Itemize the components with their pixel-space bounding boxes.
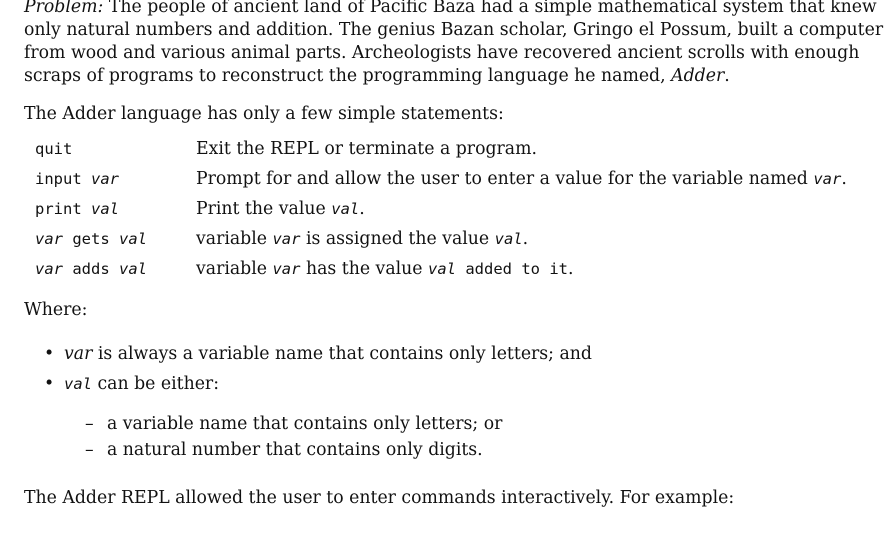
statement-row [35,254,895,284]
syntax-placeholder: val [119,229,147,248]
var-description: is always a variable name that contains only letters; and [92,344,592,364]
syntax-keyword: gets [63,229,119,248]
syntax-placeholder: val [91,199,119,218]
description-text: . [522,228,529,249]
description-text: . [567,258,574,279]
syntax-placeholder: var [35,259,63,278]
intro-period: . [724,66,730,86]
repl-intro: The Adder REPL allowed the user to enter commands interactively. For example: [24,488,735,508]
dash-icon: – [85,414,94,434]
description-text: Print the value [196,198,332,219]
description-text: . [359,198,365,219]
sub-list-item [24,439,884,465]
adder-name: Adder [671,66,725,86]
description-text: is assigned the value [300,228,495,249]
statement-syntax [35,138,196,161]
var-term: var [64,344,93,364]
statement-row [35,164,895,194]
statement-syntax [35,198,196,221]
syntax-placeholder: val [119,259,147,278]
statement-description [196,228,528,251]
description-code: val [494,229,523,248]
val-sublist [24,413,884,465]
syntax-keyword: input [35,169,91,188]
description-text: variable [196,258,273,279]
intro-text: The people of ancient land of Pacific Baza had a simple mathematical system that knew only natural numbers and addition. The genius Bazan scholar, Gringo el Possum, built a computer from wood and various animal parts. Archeologists have recovered ancient scrolls with enough scraps of programs to reconstruct the programming language he named, [24,0,884,86]
statement-row [35,194,895,224]
statement-description [196,258,573,281]
statement-description [196,138,537,161]
description-text: Prompt for and allow the user to enter a value for the variable named [196,168,814,189]
description-code: var [272,259,301,278]
list-item-var [24,343,884,373]
dash-icon: – [85,440,94,460]
intro-paragraph [24,0,884,88]
statement-syntax [35,258,196,281]
statements-intro: The Adder language has only a few simple statements: [24,104,504,124]
sub-item-text: a variable name that contains only letters; or [107,414,503,434]
sub-item-text: a natural number that contains only digits. [107,440,483,460]
description-code: val [428,259,456,278]
syntax-placeholder: var [35,229,63,248]
bullet-icon: • [44,344,55,364]
problem-label: Problem: [24,0,104,17]
list-item-val [24,373,884,403]
statement-syntax [35,228,196,251]
val-term: val [64,375,92,393]
statement-syntax [35,168,196,191]
syntax-keyword: print [35,199,91,218]
description-code: val [331,199,360,218]
description-code: added to it [456,259,568,278]
syntax-keyword: quit [35,139,73,158]
statement-row [35,224,895,254]
syntax-placeholder: var [91,169,119,188]
val-description: can be either: [92,374,220,394]
syntax-keyword: adds [63,259,119,278]
statement-row [35,134,895,164]
where-label: Where: [24,300,88,320]
description-text: variable [196,228,273,249]
description-text: Exit the REPL or terminate a program. [196,138,537,159]
sub-list-item [24,413,884,439]
description-code: var [272,229,301,248]
description-text: has the value [300,258,428,279]
statements-table [35,134,895,284]
description-text: . [841,168,847,189]
statement-description [196,198,365,221]
description-code: var [813,169,842,188]
bullet-icon: • [44,374,55,394]
where-list [24,343,884,460]
statement-description [196,168,847,191]
